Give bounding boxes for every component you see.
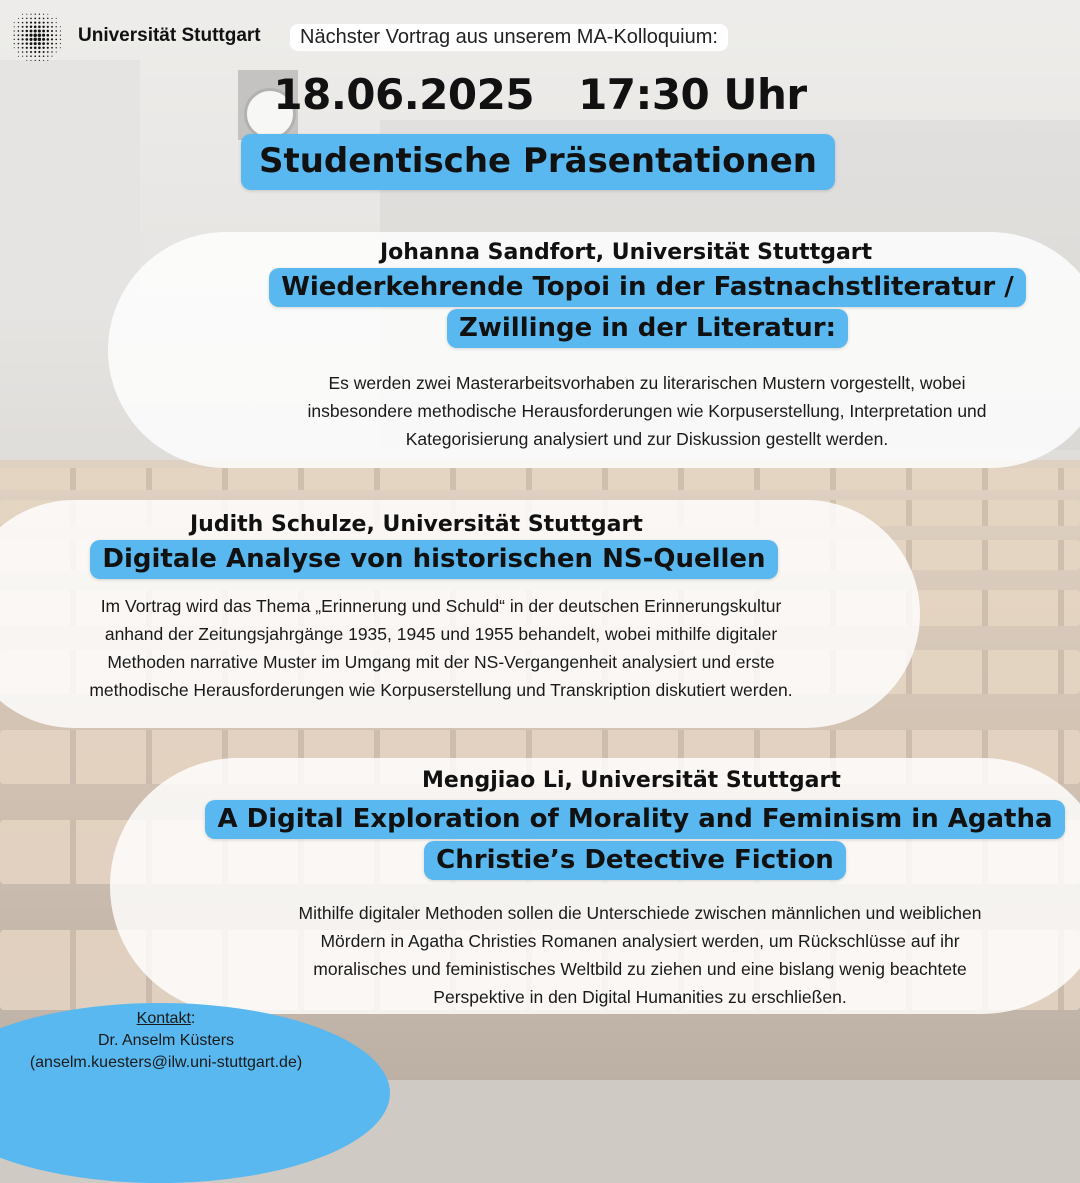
logo-dot (22, 18, 23, 19)
logo-dot (55, 26, 56, 27)
talk-1-speaker: Johanna Sandfort, Universität Stuttgart (380, 240, 873, 265)
logo-dot (30, 42, 33, 45)
logo-dot (43, 60, 44, 61)
logo-dot (18, 26, 19, 27)
logo-dot (14, 22, 15, 23)
logo-dot (39, 60, 40, 61)
contact-email[interactable]: (anselm.kuesters@ilw.uni-stuttgart.de) (29, 1054, 303, 1071)
logo-dot (35, 14, 36, 15)
talk-2-title (78, 540, 790, 579)
talk-2-title-line-1: Digitale Analyse von historischen NS-Quellen (90, 540, 777, 579)
contact-label: Kontakt (136, 1010, 191, 1027)
talk-3-speaker: Mengjiao Li, Universität Stuttgart (422, 768, 841, 793)
logo-dot (56, 51, 57, 52)
talk-2-abstract-line: Methoden narrative Muster im Umgang mit der NS-Vergangenheit analysiert und erste (107, 652, 775, 672)
logo-dot (18, 22, 19, 23)
logo-dot (26, 14, 27, 15)
talk-3-abstract (200, 899, 1080, 1011)
logo-dot (42, 42, 45, 45)
logo-dot (51, 30, 53, 32)
talk-2-abstract-line: methodische Herausforderungen wie Korpuserstellung und Transkription diskutiert werden. (89, 680, 793, 700)
logo-dot (55, 34, 57, 36)
logo-dot (14, 39, 15, 40)
logo-dot (26, 55, 27, 56)
logo-dot (38, 42, 41, 45)
logo-dot (35, 60, 36, 61)
logo-dot (30, 30, 33, 33)
talk-1-title-line-1: Wiederkehrende Topoi in der Fastnachstliteratur / (269, 268, 1026, 307)
logo-dot (42, 26, 44, 28)
talk-1-abstract (222, 369, 1072, 453)
logo-dot (43, 22, 45, 24)
logo-dot (56, 18, 57, 19)
university-logo (8, 8, 66, 66)
logo-dot (47, 47, 49, 49)
logo-dot (21, 34, 23, 36)
logo-dot (30, 47, 32, 49)
logo-dot (18, 51, 19, 52)
logo-dot (18, 39, 20, 41)
logo-dot (26, 22, 28, 24)
logo-dot (60, 35, 61, 36)
logo-dot (47, 14, 48, 15)
talk-1-title (250, 268, 1045, 348)
logo-dot (47, 56, 48, 57)
logo-dot (34, 42, 37, 45)
logo-dot (47, 60, 48, 61)
logo-dot (42, 30, 45, 33)
talk-3-abstract-line: Mithilfe digitaler Methoden sollen die Unterschiede zwischen männlichen und weiblichen (298, 903, 982, 923)
logo-dot (34, 55, 36, 57)
event-time: 17:30 Uhr (578, 70, 807, 119)
talk-3-title-line-2: Christie’s Detective Fiction (424, 841, 846, 880)
talk-1-abstract-line: Es werden zwei Masterarbeitsvorhaben zu literarischen Mustern vorgestellt, wobei (328, 373, 966, 393)
talk-3-title (190, 800, 1080, 880)
logo-dot (39, 55, 41, 57)
logo-dot (55, 43, 57, 45)
event-title: Studentische Präsentationen (241, 134, 835, 190)
logo-dot (38, 29, 41, 32)
logo-dot (51, 26, 53, 28)
logo-dot (22, 43, 24, 45)
logo-dot (25, 38, 28, 41)
logo-dot (47, 42, 49, 44)
logo-dot (26, 47, 28, 49)
talk-2-abstract (0, 592, 882, 704)
logo-dot (26, 18, 27, 19)
logo-dot (47, 51, 49, 53)
event-datetime (0, 70, 1080, 119)
logo-dot (43, 55, 45, 57)
logo-dot (14, 35, 15, 36)
logo-dot (25, 34, 28, 37)
logo-dot (14, 43, 15, 44)
logo-dot (51, 22, 53, 24)
next-talk-label: Nächster Vortrag aus unserem MA-Kolloquium: (290, 24, 728, 51)
logo-dot (22, 26, 24, 28)
talk-3-abstract-line: moralisches und feministisches Weltbild zu ziehen und eine bislang wenig beachtete (313, 959, 967, 979)
logo-dot (38, 33, 41, 36)
logo-dot (42, 47, 44, 49)
talk-2-abstract-line: anhand der Zeitungsjahrgänge 1935, 1945 und 1955 behandelt, wobei mithilfe digitaler (104, 624, 778, 644)
logo-dot (43, 14, 44, 15)
logo-dot (55, 30, 57, 32)
logo-dot (39, 14, 40, 15)
talk-1-title-line-2: Zwillinge in der Literatur: (447, 309, 848, 348)
talk-3-title-line-1: A Digital Exploration of Morality and Feminism in Agatha (205, 800, 1064, 839)
logo-dot (51, 38, 53, 40)
logo-dot (60, 47, 61, 48)
logo-dot (60, 30, 61, 31)
logo-dot (38, 51, 40, 53)
logo-dot (56, 22, 57, 23)
logo-dot (51, 56, 52, 57)
logo-dot (47, 38, 50, 41)
logo-dot (51, 34, 53, 36)
logo-dot (60, 43, 61, 44)
talk-1-abstract-line: Kategorisierung analysiert und zur Diskussion gestellt werden. (405, 429, 889, 449)
logo-dot (30, 55, 32, 57)
logo-dot (38, 47, 41, 50)
logo-dot (30, 60, 31, 61)
talk-2-speaker: Judith Schulze, Universität Stuttgart (190, 512, 643, 537)
logo-dot (47, 30, 49, 32)
logo-dot (18, 56, 19, 57)
logo-dot (34, 25, 37, 28)
logo-dot (26, 26, 28, 28)
logo-dot (29, 38, 32, 41)
logo-dot (60, 26, 61, 27)
logo-dot (51, 18, 52, 19)
logo-dot (18, 43, 20, 45)
logo-dot (26, 51, 28, 53)
logo-dot (51, 43, 53, 45)
logo-dot (30, 18, 32, 20)
logo-dot (34, 47, 37, 50)
logo-dot (26, 42, 28, 44)
logo-dot (47, 26, 49, 28)
logo-dot (18, 18, 19, 19)
logo-dot (34, 21, 36, 23)
logo-dot (33, 38, 36, 41)
logo-dot (22, 22, 24, 24)
talk-3-abstract-line: Perspektive in den Digital Humanities zu erschließen. (433, 987, 847, 1007)
contact-name: Dr. Anselm Küsters (97, 1032, 235, 1049)
university-name: Universität Stuttgart (78, 25, 261, 46)
logo-dot (30, 51, 32, 53)
logo-dot (26, 30, 28, 32)
logo-dot (18, 47, 19, 48)
logo-dot (38, 25, 41, 28)
logo-dot (56, 47, 57, 48)
logo-dot (42, 38, 45, 41)
logo-dot (18, 30, 20, 32)
logo-dot (42, 34, 45, 37)
logo-dot (38, 38, 41, 41)
contact-info: Kontakt: Dr. Anselm Küsters (anselm.kuesters@ilw.uni-stuttgart.de) (0, 1008, 332, 1074)
logo-dot (22, 14, 23, 15)
logo-dot (22, 30, 24, 32)
logo-dot (30, 14, 31, 15)
logo-dot (22, 56, 23, 57)
talk-1-abstract-line: insbesondere methodische Herausforderungen wie Korpuserstellung, Interpretation und (307, 401, 987, 421)
logo-dot (43, 51, 45, 53)
logo-dot (14, 26, 15, 27)
logo-dot (29, 34, 32, 37)
logo-dot (18, 34, 20, 36)
logo-dot (39, 18, 41, 20)
logo-dot (34, 29, 37, 32)
logo-dot (22, 47, 24, 49)
logo-dot (51, 51, 52, 52)
logo-dot (26, 60, 27, 61)
logo-dot (34, 18, 36, 20)
logo-dot (22, 38, 24, 40)
logo-dot (30, 22, 32, 24)
logo-dot (14, 47, 15, 48)
logo-dot (34, 51, 36, 53)
talk-2-abstract-line: Im Vortrag wird das Thema „Erinnerung und Schuld“ in der deutschen Erinnerungskultur (100, 596, 782, 616)
logo-dot (43, 18, 45, 20)
talk-3-abstract-line: Mördern in Agatha Christies Romanen analysiert werden, um Rückschlüsse auf ihr (320, 931, 960, 951)
logo-dot (38, 22, 40, 24)
logo-dot (51, 47, 53, 49)
logo-dot (14, 30, 15, 31)
logo-dot (47, 34, 50, 37)
logo-dot (47, 22, 49, 24)
event-date: 18.06.2025 (273, 70, 535, 119)
logo-dot (33, 33, 37, 37)
logo-dot (60, 39, 61, 40)
logo-dot (22, 51, 24, 53)
logo-dot (30, 26, 32, 28)
logo-dot (55, 39, 57, 41)
logo-dot (47, 18, 48, 19)
